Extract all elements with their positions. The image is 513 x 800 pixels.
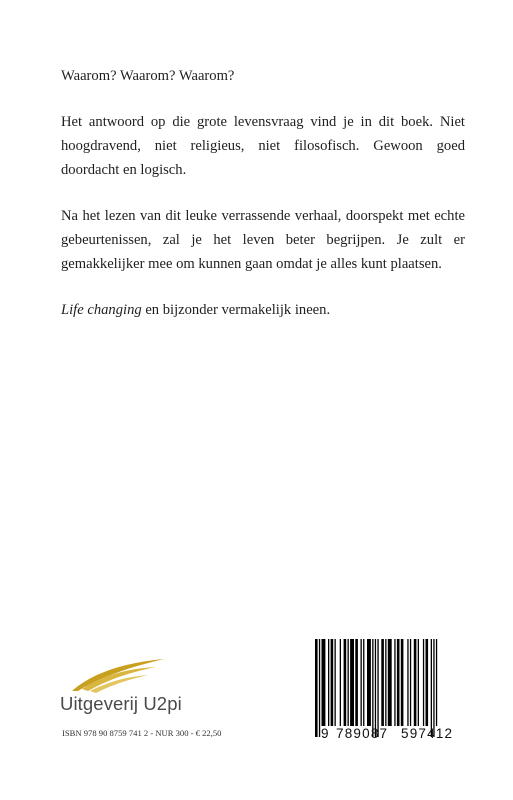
barcode-bar xyxy=(372,639,373,737)
barcode-bar xyxy=(367,639,371,726)
barcode-bar xyxy=(331,639,334,726)
barcode-bar xyxy=(361,639,362,726)
barcode-bar xyxy=(394,639,395,726)
barcode-bar xyxy=(423,639,424,726)
barcode-bar xyxy=(315,639,318,737)
paragraph-2: Na het lezen van dit leuke verrassende verhaal, doorspekt met echte gebeurtenissen, zal je het leven beter begrijpen. Je zult er gemakkelijker mee om kunnen gaan omdat je alles kunt plaatsen. xyxy=(61,208,465,272)
barcode-digits xyxy=(305,726,468,746)
publisher-name: Uitgeverij U2pi xyxy=(60,693,182,714)
closing-italic: Life changing xyxy=(61,302,142,318)
barcode-digit-first: 9 xyxy=(321,726,329,741)
barcode-bar xyxy=(407,639,408,726)
closing-rest: en bijzonder vermakelijk ineen. xyxy=(141,302,331,318)
barcode-bar xyxy=(410,639,411,726)
barcode-bar xyxy=(433,639,434,737)
barcode-bar xyxy=(414,639,417,726)
barcode-bar xyxy=(397,639,400,726)
barcode-bar xyxy=(335,639,336,726)
barcode-digits-group-1: 789087 xyxy=(336,726,389,741)
barcode-bar xyxy=(426,639,429,726)
barcode-bar xyxy=(431,639,432,737)
barcode-bar xyxy=(363,639,364,726)
barcode-bar xyxy=(385,639,386,726)
barcode-bar xyxy=(328,639,329,726)
barcode-bar xyxy=(418,639,419,726)
barcode-digits-group-2: 597412 xyxy=(401,726,454,741)
barcode-bar xyxy=(322,639,326,726)
barcode-bar xyxy=(401,639,404,726)
paragraph-1: Het antwoord op die grote levensvraag vind je in dit boek. Niet hoogdravend, niet religieus, niet filosofisch. Gewoon goed doordacht en logisch. xyxy=(61,114,465,178)
heading: Waarom? Waarom? Waarom? xyxy=(61,68,235,84)
barcode-bar xyxy=(340,639,341,726)
closing-line xyxy=(61,298,465,322)
publisher-logo xyxy=(60,655,200,725)
barcode-bar xyxy=(436,639,437,726)
wing-icon xyxy=(60,655,170,695)
isbn-barcode xyxy=(305,635,468,748)
barcode-bar xyxy=(350,639,354,726)
barcode-bar xyxy=(377,639,378,737)
barcode-bar xyxy=(381,639,384,726)
barcode-bar xyxy=(355,639,358,726)
barcode-bar xyxy=(375,639,376,737)
isbn-price-line: ISBN 978 90 8759 741 2 - NUR 300 - € 22,50 xyxy=(62,728,222,738)
barcode-bar xyxy=(388,639,392,726)
barcode-bar xyxy=(344,639,347,726)
barcode-bar xyxy=(348,639,349,726)
barcode-bar xyxy=(319,639,320,737)
back-cover-text xyxy=(61,64,465,344)
